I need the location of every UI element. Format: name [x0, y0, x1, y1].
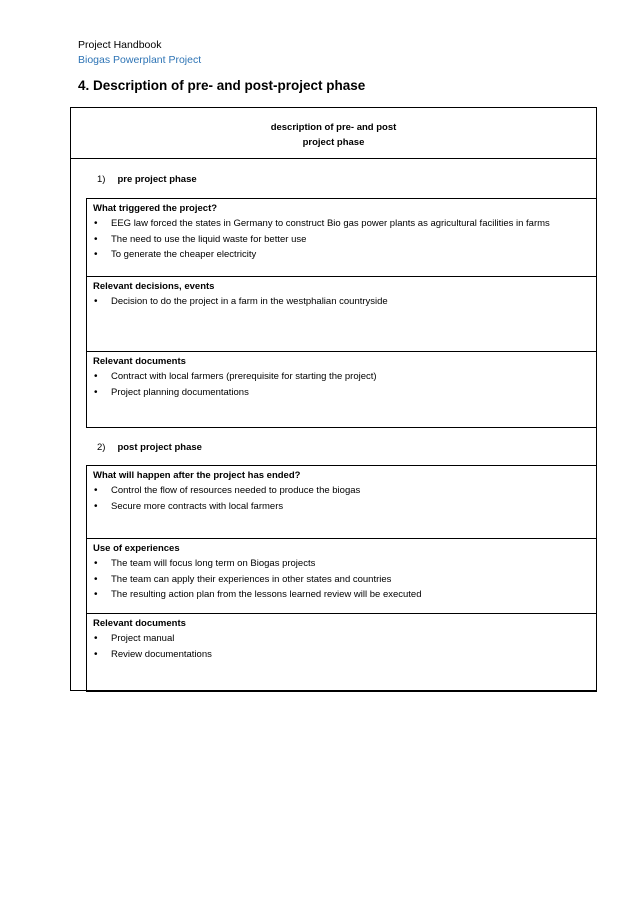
decisions-cell: [87, 276, 596, 351]
pre-phase-number: 1): [97, 174, 106, 185]
pre-documents-list: [93, 369, 590, 400]
decisions-title: Relevant decisions, events: [93, 281, 215, 292]
caption-line-2: project phase: [302, 137, 365, 148]
triggered-title: What triggered the project?: [93, 203, 218, 214]
list-item: • The team can apply their experiences in other states and countries: [93, 572, 590, 588]
pre-phase-label: pre project phase: [117, 174, 197, 185]
post-documents-list: [93, 631, 590, 662]
triggered-list: [93, 216, 590, 263]
table-caption: [71, 120, 596, 150]
page-header: [78, 38, 201, 68]
experiences-list: [93, 556, 590, 603]
list-item: • Contract with local farmers (prerequisite for starting the project): [93, 369, 590, 385]
post-phase-heading: [97, 442, 202, 453]
list-item: • Control the flow of resources needed to produce the biogas: [93, 483, 590, 499]
divider: [71, 158, 596, 159]
list-item: • The team will focus long term on Biogas projects: [93, 556, 590, 572]
list-item: • Decision to do the project in a farm in the westphalian countryside: [93, 294, 590, 310]
list-item: • Review documentations: [93, 647, 590, 663]
post-documents-title: Relevant documents: [93, 618, 186, 629]
list-item: • Secure more contracts with local farmers: [93, 499, 590, 515]
post-phase-number: 2): [97, 442, 106, 453]
after-cell: [87, 466, 596, 538]
list-item: • The need to use the liquid waste for better use: [93, 232, 590, 248]
list-item: • To generate the cheaper electricity: [93, 247, 590, 263]
triggered-cell: [87, 199, 596, 276]
section-title: 4. Description of pre- and post-project phase: [78, 78, 366, 93]
experiences-cell: [87, 538, 596, 613]
phase-table: [70, 107, 597, 691]
pre-documents-cell: [87, 351, 596, 427]
handbook-title: Project Handbook: [78, 39, 162, 51]
caption-line-1: description of pre- and post: [270, 122, 397, 133]
pre-phase-heading: [97, 174, 197, 185]
pre-phase-block: [86, 198, 597, 428]
experiences-title: Use of experiences: [93, 543, 180, 554]
decisions-list: [93, 294, 590, 310]
post-phase-label: post project phase: [117, 442, 202, 453]
list-item: • EEG law forced the states in Germany to construct Bio gas power plants as agricultural facilities in farms: [93, 216, 590, 232]
after-title: What will happen after the project has ended?: [93, 470, 301, 481]
list-item: • Project manual: [93, 631, 590, 647]
after-list: [93, 483, 590, 514]
post-documents-cell: [87, 613, 596, 691]
project-subtitle: Biogas Powerplant Project: [78, 54, 202, 66]
list-item: • Project planning documentations: [93, 385, 590, 401]
pre-documents-title: Relevant documents: [93, 356, 186, 367]
post-phase-block: [86, 465, 597, 692]
list-item: • The resulting action plan from the lessons learned review will be executed: [93, 587, 590, 603]
